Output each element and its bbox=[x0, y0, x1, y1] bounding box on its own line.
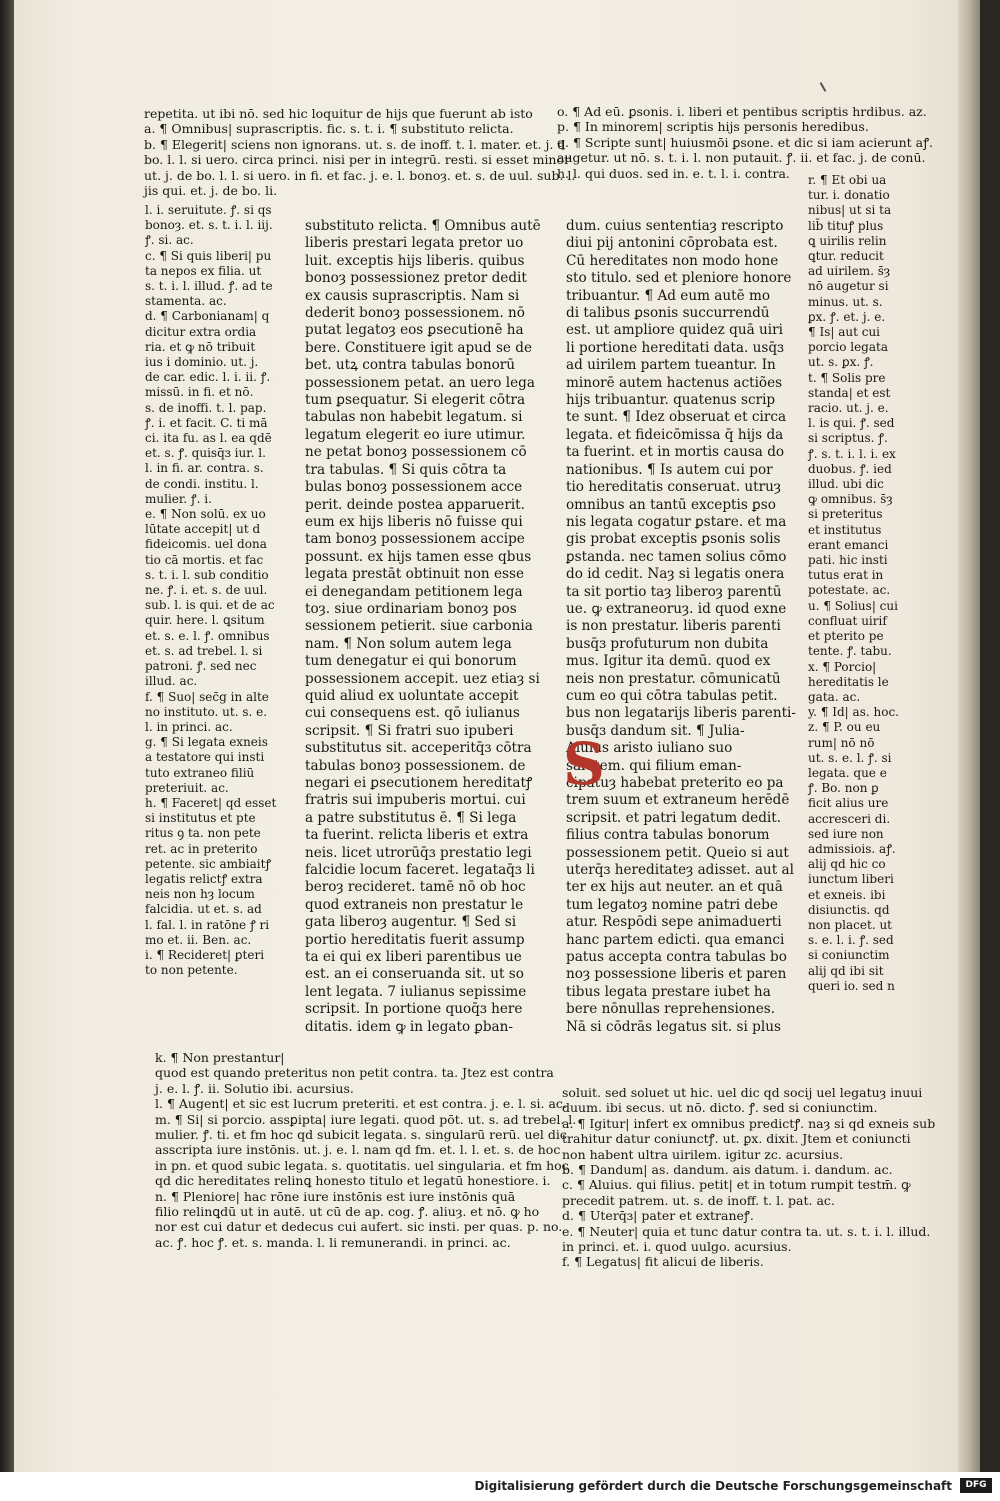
text-line: gata. ac. bbox=[808, 689, 861, 704]
text-line: g. ¶ Si legata exneis bbox=[145, 735, 268, 750]
text-line: portio hereditatis fuerit assump bbox=[305, 931, 525, 948]
text-line: sub. l. is qui. et de ac bbox=[145, 598, 275, 613]
text-line: sessionem petierit. siue carbonia bbox=[305, 618, 533, 635]
text-line: est. ut ampliore quidez quā uiri bbox=[566, 322, 783, 339]
text-line: luit. exceptis hijs liberis. quibus bbox=[305, 252, 525, 269]
text-line: bulas bonoȝ possessionem acce bbox=[305, 479, 523, 496]
text-line: Cū hereditates non modo hone bbox=[566, 252, 779, 269]
gloss-top-left bbox=[144, 106, 576, 199]
text-line: scripsit. et patri legatum dedit. bbox=[566, 809, 782, 826]
text-line: ria. et ꝙ nō tribuit bbox=[145, 339, 256, 354]
text-line: ꝗtur. reducit bbox=[808, 249, 884, 264]
text-line: di talibus ꝑsonis succurrendū bbox=[566, 305, 770, 322]
text-line: petente. sic ambiaitꝭ bbox=[145, 856, 272, 871]
text-line: hereditatis le bbox=[808, 674, 889, 689]
text-line: soluit. sed soluet ut hic. uel dic qd socij uel legatuȝ inuui bbox=[562, 1085, 923, 1100]
text-line: et. s. ꝭ. quisq̄ɜ iur. l. bbox=[145, 446, 266, 461]
text-line: disiunctis. qd bbox=[808, 902, 890, 917]
text-line: s. t. i. l. sub conditio bbox=[145, 567, 269, 582]
text-line: qd dic hereditates relinꝗ honesto titulo et legatū honestiore. i. bbox=[155, 1173, 551, 1189]
text-line: filius contra tabulas bonorum bbox=[566, 827, 770, 844]
text-line: neis non hȝ locum bbox=[145, 887, 255, 902]
text-line: patroni. ꝭ. sed nec bbox=[145, 659, 257, 674]
text-line: de car. edic. l. i. ii. ꝭ. bbox=[145, 370, 271, 385]
text-line: p. ¶ In minorem| scriptis hijs personis heredibus. bbox=[557, 119, 869, 135]
text-line: ne petat bonoȝ possessionem cō bbox=[305, 444, 527, 461]
text-line: ut. s. e. l. ꝭ. si bbox=[808, 750, 892, 765]
text-line: preteriuit. ac. bbox=[145, 780, 229, 795]
text-line: mulier. ꝭ. ti. et fm hoc qd subicit legata. s. singularū rerū. uel dic bbox=[155, 1127, 567, 1143]
text-line: gata liberoȝ augentur. ¶ Sed si bbox=[305, 914, 517, 931]
text-line: tribuantur. ¶ Ad eum autē mo bbox=[566, 287, 771, 304]
text-line: bonoȝ. et. s. t. i. l. iij. bbox=[145, 218, 273, 233]
text-line: nor est cui datur et dedecus cui aufert. sic insti. per quas. p. no. bbox=[155, 1219, 563, 1235]
text-line: perit. deinde postea apparuerit. bbox=[305, 496, 525, 513]
text-line: racio. ut. j. e. bbox=[808, 401, 889, 416]
text-line: l. ¶ Augent| et sic est lucrum preteriti. et est contra. j. e. l. si. ac. bbox=[155, 1096, 567, 1112]
text-line: lib̄ tituꝭ plus bbox=[808, 218, 884, 233]
book-spine bbox=[0, 0, 14, 1472]
text-line: neis non prestatur. cōmunicatū bbox=[566, 670, 781, 687]
text-line: duobus. ꝭ. ied bbox=[808, 461, 892, 476]
gloss-bottom-right bbox=[562, 1085, 936, 1270]
text-line: d. ¶ Carbonianam| q bbox=[145, 309, 270, 324]
decorated-initial: S bbox=[563, 730, 605, 798]
text-line: in princi. et. i. quod uulgo. acursius. bbox=[562, 1239, 792, 1255]
text-line: ci. ita fu. as l. ea qdē bbox=[145, 431, 272, 446]
text-line: quid aliud ex uoluntate accepit bbox=[305, 687, 519, 704]
text-line: de condi. institu. l. bbox=[145, 476, 259, 491]
text-line: is non prestatur. liberis parenti bbox=[566, 618, 781, 635]
text-line: l. fal. l. in ratōne ꝭ ri bbox=[145, 917, 270, 932]
text-line: et. s. e. l. ꝭ. omnibus bbox=[145, 628, 270, 643]
text-line: standa| et est bbox=[808, 385, 891, 400]
text-line: ta fuerint. relicta liberis et extra bbox=[305, 827, 529, 844]
text-line: ꝑstanda. nec tamen solius cōmo bbox=[566, 548, 787, 565]
text-line: ta fuerint. et in mortis causa do bbox=[566, 444, 785, 461]
text-line: ꝭ. si. ac. bbox=[145, 233, 194, 248]
text-line: toȝ. siue ordinariam bonoȝ pos bbox=[305, 600, 517, 617]
text-line: bo. l. l. si uero. circa princi. nisi per in integrū. resti. si esset minor bbox=[144, 152, 570, 168]
text-line: ut. j. de bo. l. l. si uero. in fi. et fac. j. e. l. bonoȝ. et. s. de uul. sub. l. bbox=[144, 167, 576, 183]
text-line: j. e. l. ꝭ. ii. Solutio ibi. acursius. bbox=[155, 1080, 354, 1096]
text-line: nis legata cogatur ꝑstare. et ma bbox=[566, 513, 787, 530]
text-line: admissiois. aꝭ. bbox=[808, 841, 896, 856]
text-line: missū. in fi. et nō. bbox=[145, 385, 254, 400]
text-line: tra tabulas. ¶ Si quis cōtra ta bbox=[305, 461, 507, 478]
text-line: ¶ Is| aut cui bbox=[808, 325, 881, 340]
text-line: sed iure non bbox=[808, 826, 884, 841]
text-line: hijs tribuantur. quatenus scrip bbox=[566, 392, 776, 409]
text-line: minorē autem hactenus actiões bbox=[566, 374, 783, 391]
text-line: bus non legatarijs liberis parenti- bbox=[566, 705, 796, 722]
text-line: porcio legata bbox=[808, 340, 888, 355]
text-line: s. t. i. l. illud. ꝭ. ad te bbox=[145, 279, 273, 294]
text-line: ue. ꝙ extraneoruȝ. id quod exne bbox=[566, 600, 787, 617]
text-line: t. ¶ Solis pre bbox=[808, 370, 886, 385]
text-line: ta sit portio taȝ liberoȝ parentū bbox=[566, 583, 782, 600]
text-line: eum ex hijs liberis nō fuisse qui bbox=[305, 513, 523, 530]
text-line: cipatuȝ habebat preterito eo pa bbox=[566, 775, 784, 791]
text-line: l. i. seruitute. ꝭ. si qs bbox=[145, 203, 272, 217]
text-line: patus accepta contra tabulas bo bbox=[566, 949, 787, 966]
text-line: ter ex hijs aut neuter. an et quā bbox=[566, 879, 783, 896]
text-line: cui consequens est. qō iulianus bbox=[305, 705, 520, 722]
text-line: tum legatoȝ nomine patri debe bbox=[566, 896, 778, 913]
text-line: rum| nō nō bbox=[808, 735, 875, 750]
text-line: scripsit. ¶ Si fratri suo ipuberi bbox=[305, 722, 514, 739]
text-line: nationibus. ¶ Is autem cui por bbox=[566, 461, 773, 478]
text-line: neis. licet utrorūq̄ɜ prestatio legi bbox=[305, 844, 532, 861]
text-line: legatum elegerit eo iure utimur. bbox=[305, 426, 526, 443]
text-line: ꝭ. i. et facit. C. ti mā bbox=[145, 415, 268, 430]
text-line: li portione hereditati data. usq̄ɜ bbox=[566, 339, 784, 356]
text-line: mulier. ꝭ. i. bbox=[145, 491, 212, 506]
text-line: i. ¶ Recideret| ꝑteri bbox=[145, 947, 265, 962]
text-line: f. ¶ Suo| sec̄g in alte bbox=[145, 689, 269, 704]
text-line: tio hereditatis conseruat. utruȝ bbox=[566, 479, 781, 496]
text-line: do id cedit. Naȝ si legatis onera bbox=[566, 566, 785, 583]
text-line: jis qui. et. j. de bo. li. bbox=[144, 183, 278, 199]
text-line: si preteritus bbox=[808, 507, 883, 522]
text-line: non placet. ut bbox=[808, 917, 892, 932]
text-line: possessionem accepit. uez etiaȝ si bbox=[305, 670, 540, 687]
text-line: noȝ possessione liberis et paren bbox=[566, 966, 787, 983]
text-line: ritus ꝯ ta. non pete bbox=[145, 826, 261, 841]
text-line: dicitur extra ordia bbox=[145, 324, 257, 339]
text-line: b. ¶ Elegerit| sciens non ignorans. ut. s. de inoff. t. l. mater. et. j. d bbox=[144, 136, 566, 152]
text-line: liberis prestari legata pretor uo bbox=[305, 235, 524, 252]
text-line: a. ¶ Omnibus| suprascriptis. fic. s. t. i. ¶ substituto relicta. bbox=[144, 121, 514, 137]
text-line: te sunt. ¶ Idez obseruat et circa bbox=[566, 409, 787, 426]
text-line: repetita. ut ibi nō. sed hic loquitur de hijs que fuerunt ab isto bbox=[144, 106, 533, 121]
text-line: ditatis. idem ꝙ in legato ꝑban- bbox=[305, 1018, 513, 1035]
text-line: lent legata. 7 iulianus sepissime bbox=[305, 983, 527, 1000]
text-line: l. in fi. ar. contra. s. bbox=[145, 461, 264, 476]
text-line: erant emanci bbox=[808, 537, 889, 552]
text-line: diui pij antonini cōprobata est. bbox=[566, 235, 778, 252]
text-line: dum. cuius sententiaȝ rescripto bbox=[566, 218, 784, 234]
text-line: tuto extraneo filiū bbox=[145, 765, 255, 780]
text-line: dederit bonoȝ possessionem. nō bbox=[305, 305, 525, 322]
text-line: busq̄ɜ dandum sit. ¶ Julia- bbox=[566, 722, 745, 739]
gloss-right-margin bbox=[808, 173, 908, 994]
text-line: beroȝ recideret. tamē nō ob hoc bbox=[305, 879, 526, 896]
text-line: a testatore qui insti bbox=[145, 750, 265, 765]
text-line: possessionem petit. Queio si aut bbox=[566, 844, 789, 861]
text-line: Aluius aristo iuliano suo bbox=[566, 740, 733, 757]
dfg-logo: DFG bbox=[960, 1478, 992, 1493]
text-line: n. ¶ Pleniore| hac rōne iure instōnis est iure instōnis quā bbox=[155, 1188, 516, 1204]
text-line: l. is qui. ꝭ. sed bbox=[808, 416, 895, 431]
text-line: y. ¶ Id| as. hoc. bbox=[808, 705, 899, 720]
text-line: falcidie locum faceret. legataq̄ɜ li bbox=[305, 862, 535, 879]
text-line: illud. ubi dic bbox=[808, 477, 884, 492]
text-line: tibus legata prestare iubet ha bbox=[566, 983, 771, 1000]
text-line: ꝙ omnibus. s̄ȝ bbox=[808, 492, 893, 507]
text-line: fideicomis. uel dona bbox=[145, 537, 267, 552]
text-line: nam. ¶ Non solum autem lega bbox=[305, 635, 512, 652]
text-line: sto titulo. sed et pleniore honore bbox=[566, 270, 792, 287]
text-line: bere. Constituere igit apud se de bbox=[305, 339, 533, 356]
text-line: trem suum et extraneum herēdē bbox=[566, 792, 790, 809]
text-line: q. ¶ Scripte sunt| huiusmōi ꝑsone. et dic si iam acierunt aꝭ. bbox=[557, 134, 934, 150]
text-line: nō augetur si bbox=[808, 279, 889, 294]
text-line: tam bonoȝ possessionem accipe bbox=[305, 531, 525, 548]
text-line: z. ¶ P. ou eu bbox=[808, 720, 881, 735]
text-line: o. ¶ Ad eū. ꝑsonis. i. liberi et pentibus scriptis hrdibus. az. bbox=[557, 104, 927, 119]
text-line: tabulas non habebit legatum. si bbox=[305, 409, 523, 426]
text-line: k. ¶ Non prestantur| bbox=[155, 1050, 285, 1065]
main-text-column-right bbox=[566, 218, 796, 1036]
text-line: legata. que e bbox=[808, 765, 887, 780]
text-line: c. ¶ Aluius. qui filius. petit| et in totum rumpit testm̄. ꝙ bbox=[562, 1177, 911, 1193]
text-line: l. in princi. ac. bbox=[145, 719, 233, 734]
text-line: pati. hic insti bbox=[808, 553, 888, 568]
text-line: potestate. ac. bbox=[808, 583, 891, 598]
text-line: gis probat exceptis ꝑsonis solis bbox=[566, 531, 781, 548]
text-line: x. ¶ Porcio| bbox=[808, 659, 877, 674]
text-line: uterq̄ɜ hereditateȝ adisset. aut al bbox=[566, 862, 794, 879]
text-line: b. ¶ Dandum| as. dandum. ais datum. i. dandum. ac. bbox=[562, 1162, 893, 1178]
text-line: Nā si cōdrās legatus sit. si plus bbox=[566, 1018, 781, 1035]
text-line: a patre substitutus ē. ¶ Si lega bbox=[305, 809, 517, 826]
text-line: filio relinꝗdū ut in autē. ut cū de ap. cog. ꝭ. aliuȝ. et nō. ꝙ ho bbox=[155, 1204, 540, 1220]
text-line: ex causis suprascriptis. Nam si bbox=[305, 287, 520, 304]
text-line: substituto relicta. ¶ Omnibus autē bbox=[305, 218, 541, 234]
text-line: negari ei ꝑsecutionem hereditatꝭ bbox=[305, 775, 533, 791]
text-line: tente. ꝭ. tabu. bbox=[808, 644, 892, 659]
text-line: iunctum liberi bbox=[808, 872, 894, 887]
text-line: f. ¶ Legatus| fit alicui de liberis. bbox=[562, 1254, 764, 1270]
text-line: ius i dominio. ut. j. bbox=[145, 355, 259, 370]
text-line: e. ¶ Neuter| quia et tunc datur contra ta. ut. s. t. i. l. illud. bbox=[562, 1223, 931, 1239]
text-line: hanc partem edicti. qua emanci bbox=[566, 931, 785, 948]
text-line: m. ¶ Si| si porcio. assꝑipta| iure legati. quod pōt. ut. s. ad trebel. l. bbox=[155, 1111, 577, 1127]
text-line: s. e. l. i. ꝭ. sed bbox=[808, 933, 894, 948]
text-line: ut. s. ꝑx. ꝭ. bbox=[808, 355, 874, 370]
text-line: s. de inoffi. t. l. pap. bbox=[145, 400, 267, 415]
text-line: tum denegatur ei qui bonorum bbox=[305, 653, 517, 670]
text-line: augetur. ut nō. s. t. i. l. non putauit. ꝭ. ii. et fac. j. de conū. bbox=[557, 150, 926, 166]
text-line: et exneis. ibi bbox=[808, 887, 886, 902]
text-line: non habent ultra uirilem. igitur zc. acursius. bbox=[562, 1146, 844, 1162]
text-line: d. ¶ Uterq̄ɜ| pater et extraneꝭ. bbox=[562, 1208, 754, 1224]
text-line: lūtate accepit| ut d bbox=[145, 522, 261, 537]
text-line: ꝗ uirilis relin bbox=[808, 233, 887, 248]
text-line: tutus erat in bbox=[808, 568, 884, 583]
text-line: cum eo qui cōtra tabulas petit. bbox=[566, 687, 778, 704]
text-line: precedit patrem. ut. s. de inoff. t. l. pat. ac. bbox=[562, 1192, 835, 1208]
funding-credit: Digitalisierung gefördert durch die Deutsche Forschungsgemeinschaft bbox=[474, 1479, 952, 1493]
text-line: tur. i. donatio bbox=[808, 188, 890, 203]
text-line: busq̄ɜ profuturum non dubita bbox=[566, 635, 769, 652]
text-line: in pn. et quod subic legata. s. quotitatis. uel singularia. et fm hoc bbox=[155, 1157, 569, 1173]
text-line: confluat uirif bbox=[808, 613, 887, 628]
text-line: u. ¶ Solius| cui bbox=[808, 598, 898, 613]
text-line: quod est quando preteritus non petit contra. ta. Jtez est contra bbox=[155, 1065, 554, 1081]
text-line: tum ꝑsequatur. Si elegerit cōtra bbox=[305, 392, 526, 409]
text-line: ta ei qui ex liberi parentibus ue bbox=[305, 949, 522, 966]
text-line: scripsit. In portione quoq̄ɜ here bbox=[305, 1001, 523, 1018]
text-line: queri io. sed n bbox=[808, 978, 895, 993]
text-line: bere nōnullas reprehensiones. bbox=[566, 1001, 776, 1018]
footer-bar bbox=[0, 1472, 1000, 1501]
text-line: c. ¶ Si quis liberi| pu bbox=[145, 248, 272, 263]
text-line: legatis relictꝭ extra bbox=[145, 871, 263, 886]
gloss-top-right bbox=[557, 104, 934, 181]
text-line: fratris sui impuberis mortui. cui bbox=[305, 792, 526, 809]
text-line: trahitur datur coniunctꝭ. ut. ꝑx. dixit. Jtem et coniuncti bbox=[562, 1131, 911, 1147]
text-line: ad uirilem. s̄ȝ bbox=[808, 264, 891, 279]
text-line: et. s. ad trebel. l. si bbox=[145, 643, 263, 658]
text-line: h. l. qui duos. sed in. e. t. l. i. contra. bbox=[557, 165, 790, 181]
text-line: si scriptus. ꝭ. bbox=[808, 431, 888, 446]
text-line: ficit alius ure bbox=[808, 796, 889, 811]
text-line: e. ¶ Non solū. ex uo bbox=[145, 507, 266, 522]
page-edge bbox=[958, 0, 980, 1472]
text-line: to non petente. bbox=[145, 963, 238, 978]
text-line: ac. ꝭ. hoc ꝭ. et. s. manda. l. li remunerandi. in princi. ac. bbox=[155, 1234, 511, 1250]
text-line: falcidia. ut et. s. ad bbox=[145, 902, 262, 917]
text-line: si coniunctim bbox=[808, 948, 890, 963]
text-line: possessionem petat. an uero lega bbox=[305, 374, 535, 391]
text-line: quod extraneis non prestatur le bbox=[305, 896, 524, 913]
text-line: duum. ibi secus. ut nō. dicto. ꝭ. sed si coniunctim. bbox=[562, 1100, 878, 1116]
text-line: alij qd ibi sit bbox=[808, 963, 884, 978]
text-line: tio cā mortis. et fac bbox=[145, 552, 264, 567]
text-line: ei denegandam petitionem lega bbox=[305, 583, 523, 600]
text-line: tabulas bonoȝ possessionem. de bbox=[305, 757, 526, 774]
text-line: ꝑx. ꝭ. et. j. e. bbox=[808, 309, 886, 324]
text-line: ꝭ. s. t. i. l. i. ex bbox=[808, 446, 896, 461]
text-line: illud. ac. bbox=[145, 674, 198, 689]
text-line: ne. ꝭ. i. et. s. de uul. bbox=[145, 583, 268, 598]
text-line: ꝭ. Bo. non ꝑ bbox=[808, 781, 879, 796]
text-line: minus. ut. s. bbox=[808, 294, 883, 309]
gloss-left-margin bbox=[145, 203, 285, 978]
text-line: mo et. ii. Ben. ac. bbox=[145, 932, 252, 947]
text-line: omnibus an tantū exceptis ꝑso bbox=[566, 496, 776, 513]
text-line: ret. ac in preterito bbox=[145, 841, 258, 856]
text-line: et pterito pe bbox=[808, 629, 884, 644]
text-line: alij qd hic co bbox=[808, 857, 886, 872]
text-line: nibus| ut si ta bbox=[808, 203, 892, 218]
text-line: atur. Respōdi sepe animaduerti bbox=[566, 914, 782, 931]
main-text-column-left bbox=[305, 218, 541, 1036]
text-line: bonoȝ possessionez pretor dedit bbox=[305, 270, 527, 287]
text-line: stamenta. ac. bbox=[145, 294, 227, 309]
text-line: putat legatoȝ eos ꝑsecutionē ha bbox=[305, 322, 524, 339]
text-line: h. ¶ Faceret| qd esset bbox=[145, 795, 277, 810]
text-line: mus. Igitur ita demū. quod ex bbox=[566, 653, 771, 670]
text-line: et institutus bbox=[808, 522, 882, 537]
gloss-bottom-left bbox=[155, 1050, 577, 1250]
text-line: legata prestāt obtinuit non esse bbox=[305, 566, 525, 583]
text-line: legata. et fideicōmissa q̄ hijs da bbox=[566, 426, 784, 443]
text-line: quir. here. l. ꝗsitum bbox=[145, 613, 265, 628]
text-line: bet. utꝝ contra tabulas bonorū bbox=[305, 357, 516, 374]
text-line: a. ¶ Igitur| infert ex omnibus predictꝭ. naȝ si qd exneis sub bbox=[562, 1115, 936, 1131]
text-line: asscripta iure instōnis. ut. j. e. l. nam qd fm. et. l. l. et. s. de hoc bbox=[155, 1142, 561, 1158]
text-line: r. ¶ Et obi ua bbox=[808, 173, 887, 187]
text-line: ta nepos ex filia. ut bbox=[145, 263, 262, 278]
text-line: possunt. ex hijs tamen esse qbus bbox=[305, 548, 532, 565]
text-line: si institutus et pte bbox=[145, 811, 256, 826]
text-line: no instituto. ut. s. e. bbox=[145, 704, 268, 719]
text-line: accresceri di. bbox=[808, 811, 891, 826]
text-line: salutem. qui filium eman- bbox=[566, 757, 742, 774]
text-line: est. an ei conseruanda sit. ut so bbox=[305, 966, 524, 983]
text-line: substitutus sit. acceperitq̄ɜ cōtra bbox=[305, 740, 532, 757]
text-line: ad uirilem partem tueantur. In bbox=[566, 357, 776, 374]
